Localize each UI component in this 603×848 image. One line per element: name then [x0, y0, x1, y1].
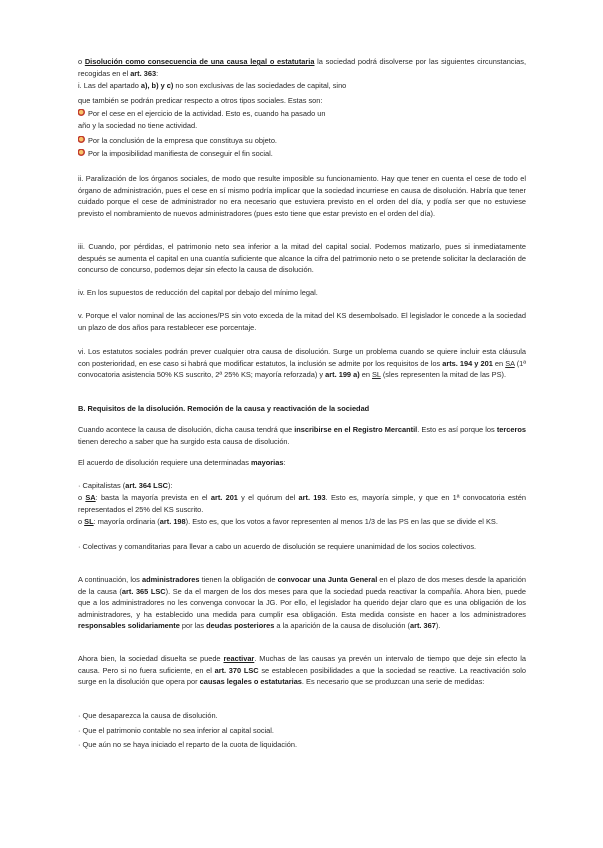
bullet-2: Por la conclusión de la empresa que constituya su objeto. [78, 136, 277, 145]
bullet-1-cont: año y la sociedad no tiene actividad. [78, 121, 198, 130]
paragraph-registro: Cuando acontece la causa de disolución, dicha causa tendrá que inscribirse en el Registro Mercantil. Esto es así porque los terceros tienen derecho a saber que ha surgido esta causa de disolución. [78, 425, 526, 446]
paragraph-administradores: A continuación, los administradores tienen la obligación de convocar una Junta General en el plazo de dos meses desde la aparición de la causa (art. 365 LSC). Se da el margen de los dos meses para que la sociedad pueda reactivar la compañía. Ahora bien, puede que a los administradores no les convenga convocar la JG. Por ello, el legislador ha querido dejar claro que es una obligación de los administradores, y ha establecido una medida para cumplir esa obligación. Esta medida consiste en hacer a los administradores responsables solidariamente por las deudas posteriores a la aparición de la causa de disolución (art. 367). [78, 575, 526, 631]
section-intro: o Disolución como consecuencia de una causa legal o estatutaria la sociedad podrá disolverse por las siguientes circunstancias, recogidas en el art. 363: [78, 57, 526, 78]
bullet-icon [78, 136, 86, 144]
item-iii: iii. Cuando, por pérdidas, el patrimonio neto sea inferior a la mitad del capital social. Podemos matizarlo, pues si inmediatamente después se aumenta el capital en una cuantía suficiente que alcance la cifra del patrimonio neto o se pretende solicitar la declaración de concurso de concurso, podemos dejar sin efecto la causa de disolución. [78, 242, 526, 275]
measure-1: · Que desaparezca la causa de disolución. [78, 711, 218, 720]
item-i-cont: que también se podrán predicar respecto a otros tipos sociales. Estas son: [78, 96, 323, 105]
paragraph-reactivacion: Ahora bien, la sociedad disuelta se puede reactivar. Muchas de las causas ya prevén un intervalo de tiempo que deje sin efecto la causa. Pero si no fuera suficiente, en el art. 370 LSC se establecen posibilidades a que la sociedad se reactive. La reactivación solo surge en la disolución que opera por causas legales o estatutarias. Es necesario que se produzcan una serie de medidas: [78, 654, 526, 687]
colectivas-rule: · Colectivas y comanditarias para llevar a cabo un acuerdo de disolución se requiere unanimidad de los socios colectivos. [78, 542, 477, 551]
item-i: i. Las del apartado a), b) y c) no son exclusivas de las sociedades de capital, sino [78, 81, 347, 90]
sa-rule: o SA: basta la mayoría prevista en el art. 201 y el quórum del art. 193. Esto es, mayoría simple, y que en 1ª convocatoria estén representados el 25% del KS suscrito. [78, 493, 527, 514]
bullet-icon [78, 109, 86, 117]
item-ii: ii. Paralización de los órganos sociales, de modo que resulte imposible su funcionamiento. Hay que tener en cuenta el cese de todo el órgano de administración, pues el cese en sí mismo podría implicar que la sociedad incurriese en causa de disolución. Habría que tener cuidado porque el cese de administrador no era necesario que estuviera previsto en el orden del día, y podía ser que no estuviese previsto el nombramiento de nuevos administradores (pues esto tiene que estar previsto en el orden del día). [78, 174, 526, 218]
capitalistas-line: · Capitalistas (art. 364 LSC): [78, 481, 173, 490]
sl-rule: o SL: mayoría ordinaria (art. 198). Esto es, que los votos a favor representen al menos 1/3 de las PS en las que se divide el KS. [78, 517, 498, 526]
bullet-3: Por la imposibilidad manifiesta de conseguir el fin social. [78, 149, 273, 158]
section-title: Disolución como consecuencia de una causa legal o estatutaria [84, 57, 315, 66]
item-iv: iv. En los supuestos de reducción del capital por debajo del mínimo legal. [78, 288, 318, 297]
measure-3: · Que aún no se haya iniciado el reparto de la cuota de liquidación. [78, 740, 297, 749]
bullet-1: Por el cese en el ejercicio de la actividad. Esto es, cuando ha pasado un [78, 109, 325, 118]
item-vi: vi. Los estatutos sociales podrán prever cualquier otra causa de disolución. Surge un problema cuando se quiere incluir esta cláusula con posterioridad, en ese caso si habrá que modificar estatutos, la inclusión se admite por los requisitos de los arts. 194 y 201 en SA (1ª convocatoria asistencia 50% KS suscrito, 2ª 25% KS; mayoría reforzada) y art. 199 a) en SL (sles representen la mitad de las PS). [78, 347, 527, 380]
paragraph-mayorias: El acuerdo de disolución requiere una determinadas mayorias: [78, 458, 286, 467]
list-marker: o [78, 57, 85, 66]
bullet-icon [78, 149, 86, 157]
heading-b: B. Requisitos de la disolución. Remoción de la causa y reactivación de la sociedad [78, 404, 370, 413]
measure-2: · Que el patrimonio contable no sea inferior al capital social. [78, 726, 274, 735]
item-v: v. Porque el valor nominal de las acciones/PS sin voto exceda de la mitad del KS desembolsado. El legislador le concede a la sociedad un plazo de dos años para restablecer ese porcentaje. [78, 311, 526, 332]
